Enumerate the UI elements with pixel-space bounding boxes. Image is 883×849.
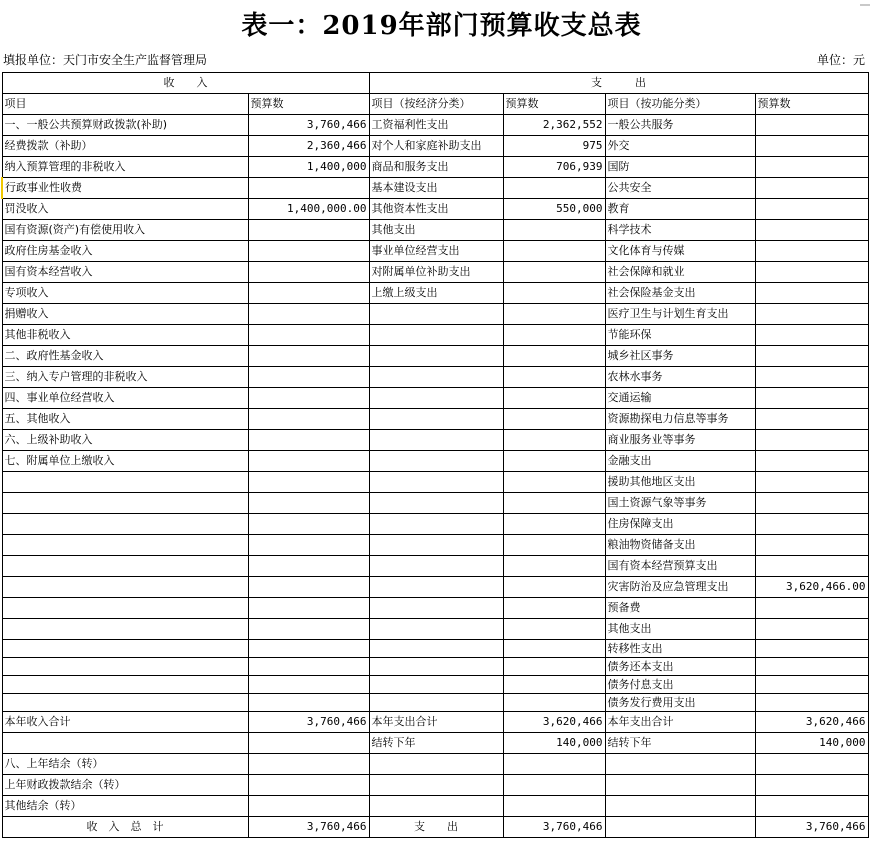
func-item-cell: 国防 <box>605 157 755 178</box>
econ-amount-cell <box>503 283 605 304</box>
econ-amount-cell <box>503 388 605 409</box>
econ-item-cell: 对附属单位补助支出 <box>369 262 503 283</box>
func-item-cell: 商业服务业等事务 <box>605 430 755 451</box>
econ-item-cell <box>369 535 503 556</box>
func-item-cell: 本年支出合计 <box>605 712 755 733</box>
func-item-cell: 交通运输 <box>605 388 755 409</box>
econ-amount-cell <box>503 220 605 241</box>
income-item-cell: 四、事业单位经营收入 <box>2 388 248 409</box>
econ-amount-cell <box>503 346 605 367</box>
func-amount-cell <box>755 220 868 241</box>
func-amount-cell <box>755 304 868 325</box>
func-amount-cell <box>755 199 868 220</box>
table-row <box>2 598 868 619</box>
table-row <box>2 430 868 451</box>
func-item-cell <box>605 754 755 775</box>
income-amount-cell: 3,760,466 <box>248 115 369 136</box>
func-item-cell: 转移性支出 <box>605 640 755 658</box>
econ-amount-cell: 140,000 <box>503 733 605 754</box>
econ-item-cell <box>369 556 503 577</box>
table-row <box>2 178 868 199</box>
table-row <box>2 640 868 658</box>
func-amount-cell <box>755 325 868 346</box>
func-item-header: 项目（按功能分类） <box>605 94 755 115</box>
func-item-cell: 公共安全 <box>605 178 755 199</box>
func-amount-cell <box>755 451 868 472</box>
econ-item-cell: 基本建设支出 <box>369 178 503 199</box>
expense-section-header: 支 出 <box>369 73 868 94</box>
table-row <box>2 577 868 598</box>
func-item-cell: 粮油物资储备支出 <box>605 535 755 556</box>
econ-amount-cell <box>503 577 605 598</box>
income-item-cell <box>2 619 248 640</box>
income-amount-cell <box>248 451 369 472</box>
income-amount-cell <box>248 388 369 409</box>
func-amount-cell <box>755 388 868 409</box>
func-amount-cell <box>755 775 868 796</box>
econ-amount-cell <box>503 409 605 430</box>
income-item-cell: 捐赠收入 <box>2 304 248 325</box>
income-amount-cell <box>248 694 369 712</box>
econ-item-cell <box>369 640 503 658</box>
econ-item-cell <box>369 346 503 367</box>
table-row <box>2 472 868 493</box>
func-amount-cell <box>755 283 868 304</box>
income-amount-cell: 1,400,000.00 <box>248 199 369 220</box>
func-amount-cell <box>755 598 868 619</box>
income-amount-cell <box>248 733 369 754</box>
econ-amount-cell <box>503 325 605 346</box>
func-amount-cell <box>755 514 868 535</box>
income-item-cell <box>2 658 248 676</box>
func-amount-cell: 3,620,466.00 <box>755 577 868 598</box>
table-row <box>2 451 868 472</box>
table-row <box>2 493 868 514</box>
econ-item-cell <box>369 694 503 712</box>
econ-item-cell <box>369 367 503 388</box>
econ-item-cell: 本年支出合计 <box>369 712 503 733</box>
func-item-cell: 国土资源气象等事务 <box>605 493 755 514</box>
table-row <box>2 619 868 640</box>
econ-amount-cell <box>503 556 605 577</box>
income-amount-cell <box>248 325 369 346</box>
income-item-cell: 七、附属单位上缴收入 <box>2 451 248 472</box>
func-item-cell: 科学技术 <box>605 220 755 241</box>
func-amount-cell <box>755 430 868 451</box>
econ-amount-cell <box>503 658 605 676</box>
income-amount-cell <box>248 304 369 325</box>
income-item-header: 项目 <box>2 94 248 115</box>
income-item-cell: 行政事业性收费 <box>2 178 248 199</box>
econ-item-cell <box>369 304 503 325</box>
func-item-cell: 教育 <box>605 199 755 220</box>
income-item-cell <box>2 640 248 658</box>
func-item-cell: 一般公共服务 <box>605 115 755 136</box>
income-amount-cell <box>248 577 369 598</box>
func-item-cell <box>605 796 755 817</box>
income-amount-cell: 1,400,000 <box>248 157 369 178</box>
income-total-amount: 3,760,466 <box>248 817 369 838</box>
econ-item-cell <box>369 754 503 775</box>
table-row <box>2 658 868 676</box>
table-row <box>2 241 868 262</box>
econ-item-cell <box>369 598 503 619</box>
income-item-cell <box>2 493 248 514</box>
income-amount-cell <box>248 796 369 817</box>
econ-amount-cell <box>503 598 605 619</box>
expense-total-amount: 3,760,466 <box>503 817 605 838</box>
func-amount-cell <box>755 262 868 283</box>
func-amount-cell <box>755 472 868 493</box>
income-item-cell: 上年财政拨款结余（转） <box>2 775 248 796</box>
econ-amount-cell <box>503 304 605 325</box>
income-amount-cell <box>248 241 369 262</box>
income-item-cell <box>2 733 248 754</box>
econ-item-cell <box>369 430 503 451</box>
income-item-cell <box>2 598 248 619</box>
table-row <box>2 733 868 754</box>
econ-item-cell: 事业单位经营支出 <box>369 241 503 262</box>
econ-item-cell: 商品和服务支出 <box>369 157 503 178</box>
func-item-cell: 金融支出 <box>605 451 755 472</box>
econ-amount-cell <box>503 676 605 694</box>
econ-item-cell <box>369 451 503 472</box>
table-row <box>2 157 868 178</box>
func-amount-cell: 140,000 <box>755 733 868 754</box>
econ-amount-cell: 975 <box>503 136 605 157</box>
table-row <box>2 514 868 535</box>
func-total-amount: 3,760,466 <box>755 817 868 838</box>
econ-amount-cell <box>503 430 605 451</box>
income-item-cell: 纳入预算管理的非税收入 <box>2 157 248 178</box>
econ-amount-cell <box>503 241 605 262</box>
econ-item-cell: 结转下年 <box>369 733 503 754</box>
econ-item-cell <box>369 619 503 640</box>
econ-amount-cell <box>503 796 605 817</box>
func-amount-cell <box>755 367 868 388</box>
func-item-cell: 结转下年 <box>605 733 755 754</box>
income-amount-header: 预算数 <box>248 94 369 115</box>
func-item-cell: 债务发行费用支出 <box>605 694 755 712</box>
fill-unit-label: 填报单位：天门市安全生产监督管理局 <box>3 53 208 67</box>
func-amount-cell <box>755 619 868 640</box>
income-item-cell <box>2 514 248 535</box>
func-item-cell: 城乡社区事务 <box>605 346 755 367</box>
func-item-cell: 社会保险基金支出 <box>605 283 755 304</box>
econ-amount-cell <box>503 262 605 283</box>
table-row <box>2 775 868 796</box>
income-amount-cell <box>248 658 369 676</box>
budget-table <box>1 72 869 838</box>
func-item-cell: 住房保障支出 <box>605 514 755 535</box>
func-amount-cell <box>755 346 868 367</box>
econ-item-cell <box>369 775 503 796</box>
econ-item-cell: 其他支出 <box>369 220 503 241</box>
income-item-cell: 政府住房基金收入 <box>2 241 248 262</box>
econ-amount-cell <box>503 367 605 388</box>
income-amount-cell: 3,760,466 <box>248 712 369 733</box>
func-item-cell: 其他支出 <box>605 619 755 640</box>
income-item-cell <box>2 577 248 598</box>
income-amount-cell <box>248 346 369 367</box>
econ-item-cell <box>369 409 503 430</box>
table-row <box>2 712 868 733</box>
func-amount-cell: 3,620,466 <box>755 712 868 733</box>
income-item-cell: 专项收入 <box>2 283 248 304</box>
table-row <box>2 388 868 409</box>
income-amount-cell <box>248 430 369 451</box>
table-row <box>2 346 868 367</box>
func-amount-cell <box>755 136 868 157</box>
econ-amount-cell <box>503 178 605 199</box>
income-item-cell: 一、一般公共预算财政拨款(补助) <box>2 115 248 136</box>
econ-amount-cell <box>503 775 605 796</box>
grand-total-row <box>2 817 868 838</box>
income-amount-cell <box>248 178 369 199</box>
income-item-cell: 二、政府性基金收入 <box>2 346 248 367</box>
func-amount-cell <box>755 178 868 199</box>
econ-item-cell <box>369 676 503 694</box>
func-item-cell: 社会保障和就业 <box>605 262 755 283</box>
func-amount-cell <box>755 556 868 577</box>
econ-amount-cell: 706,939 <box>503 157 605 178</box>
func-item-cell: 资源勘探电力信息等事务 <box>605 409 755 430</box>
table-row <box>2 304 868 325</box>
income-amount-cell <box>248 262 369 283</box>
income-amount-cell <box>248 676 369 694</box>
func-amount-cell <box>755 640 868 658</box>
econ-amount-cell <box>503 619 605 640</box>
econ-amount-cell: 3,620,466 <box>503 712 605 733</box>
income-item-cell: 五、其他收入 <box>2 409 248 430</box>
table-row <box>2 694 868 712</box>
income-item-cell <box>2 694 248 712</box>
func-item-cell: 文化体育与传媒 <box>605 241 755 262</box>
income-section-header: 收 入 <box>2 73 369 94</box>
func-amount-cell <box>755 754 868 775</box>
table-row <box>2 262 868 283</box>
econ-item-cell <box>369 514 503 535</box>
func-amount-cell <box>755 241 868 262</box>
table-row <box>2 136 868 157</box>
econ-amount-cell: 2,362,552 <box>503 115 605 136</box>
income-amount-cell <box>248 598 369 619</box>
econ-item-cell: 工资福利性支出 <box>369 115 503 136</box>
econ-item-cell <box>369 493 503 514</box>
income-item-cell: 三、纳入专户管理的非税收入 <box>2 367 248 388</box>
func-item-cell: 债务还本支出 <box>605 658 755 676</box>
func-amount-cell <box>755 694 868 712</box>
econ-item-cell <box>369 325 503 346</box>
econ-amount-cell <box>503 493 605 514</box>
func-item-cell: 节能环保 <box>605 325 755 346</box>
income-item-cell: 国有资源(资产)有偿使用收入 <box>2 220 248 241</box>
income-item-cell: 本年收入合计 <box>2 712 248 733</box>
table-row <box>2 676 868 694</box>
econ-amount-cell <box>503 754 605 775</box>
econ-item-cell <box>369 577 503 598</box>
table-row <box>2 199 868 220</box>
econ-amount-cell <box>503 640 605 658</box>
func-item-cell: 援助其他地区支出 <box>605 472 755 493</box>
func-amount-header: 预算数 <box>755 94 868 115</box>
income-item-cell: 八、上年结余（转） <box>2 754 248 775</box>
econ-amount-cell <box>503 451 605 472</box>
table-row <box>2 796 868 817</box>
econ-item-cell <box>369 658 503 676</box>
table-row <box>2 325 868 346</box>
income-item-cell: 其他非税收入 <box>2 325 248 346</box>
table-row <box>2 220 868 241</box>
func-item-cell: 债务付息支出 <box>605 676 755 694</box>
econ-item-cell: 对个人和家庭补助支出 <box>369 136 503 157</box>
econ-amount-cell <box>503 472 605 493</box>
func-amount-cell <box>755 676 868 694</box>
econ-amount-cell <box>503 694 605 712</box>
func-item-cell: 农林水事务 <box>605 367 755 388</box>
econ-item-cell <box>369 796 503 817</box>
currency-unit-label: 单位：元 <box>816 53 865 67</box>
econ-item-cell: 其他资本性支出 <box>369 199 503 220</box>
econ-item-header: 项目（按经济分类） <box>369 94 503 115</box>
income-amount-cell <box>248 640 369 658</box>
func-amount-cell <box>755 796 868 817</box>
income-total-label: 收 入 总 计 <box>2 817 248 838</box>
income-item-cell: 经费拨款（补助） <box>2 136 248 157</box>
econ-amount-cell <box>503 535 605 556</box>
table-row <box>2 556 868 577</box>
func-item-cell: 医疗卫生与计划生育支出 <box>605 304 755 325</box>
table-row <box>2 115 868 136</box>
func-amount-cell <box>755 115 868 136</box>
page-title: 表一：2019年部门预算收支总表 <box>241 11 642 41</box>
income-amount-cell <box>248 556 369 577</box>
func-amount-cell <box>755 157 868 178</box>
income-amount-cell <box>248 283 369 304</box>
table-row <box>2 535 868 556</box>
income-amount-cell <box>248 409 369 430</box>
func-item-cell: 灾害防治及应急管理支出 <box>605 577 755 598</box>
income-amount-cell <box>248 220 369 241</box>
income-item-cell <box>2 472 248 493</box>
table-row <box>2 367 868 388</box>
func-item-cell: 预备费 <box>605 598 755 619</box>
func-total-blank <box>605 817 755 838</box>
income-amount-cell <box>248 493 369 514</box>
income-amount-cell <box>248 775 369 796</box>
income-amount-cell <box>248 472 369 493</box>
func-item-cell <box>605 775 755 796</box>
econ-amount-cell: 550,000 <box>503 199 605 220</box>
income-amount-cell: 2,360,466 <box>248 136 369 157</box>
econ-amount-header: 预算数 <box>503 94 605 115</box>
income-item-cell: 国有资本经营收入 <box>2 262 248 283</box>
table-row <box>2 754 868 775</box>
income-item-cell: 六、上级补助收入 <box>2 430 248 451</box>
func-amount-cell <box>755 493 868 514</box>
econ-amount-cell <box>503 514 605 535</box>
income-amount-cell <box>248 619 369 640</box>
func-item-cell: 国有资本经营预算支出 <box>605 556 755 577</box>
income-item-cell <box>2 556 248 577</box>
income-amount-cell <box>248 535 369 556</box>
income-amount-cell <box>248 367 369 388</box>
income-item-cell: 其他结余（转） <box>2 796 248 817</box>
income-item-cell <box>2 676 248 694</box>
func-amount-cell <box>755 409 868 430</box>
table-row <box>2 409 868 430</box>
econ-item-cell: 上缴上级支出 <box>369 283 503 304</box>
table-row <box>2 283 868 304</box>
econ-item-cell <box>369 472 503 493</box>
income-item-cell: 罚没收入 <box>2 199 248 220</box>
func-amount-cell <box>755 535 868 556</box>
econ-item-cell <box>369 388 503 409</box>
expense-total-label: 支 出 <box>369 817 503 838</box>
income-amount-cell <box>248 514 369 535</box>
income-item-cell <box>2 535 248 556</box>
func-amount-cell <box>755 658 868 676</box>
func-item-cell: 外交 <box>605 136 755 157</box>
income-amount-cell <box>248 754 369 775</box>
